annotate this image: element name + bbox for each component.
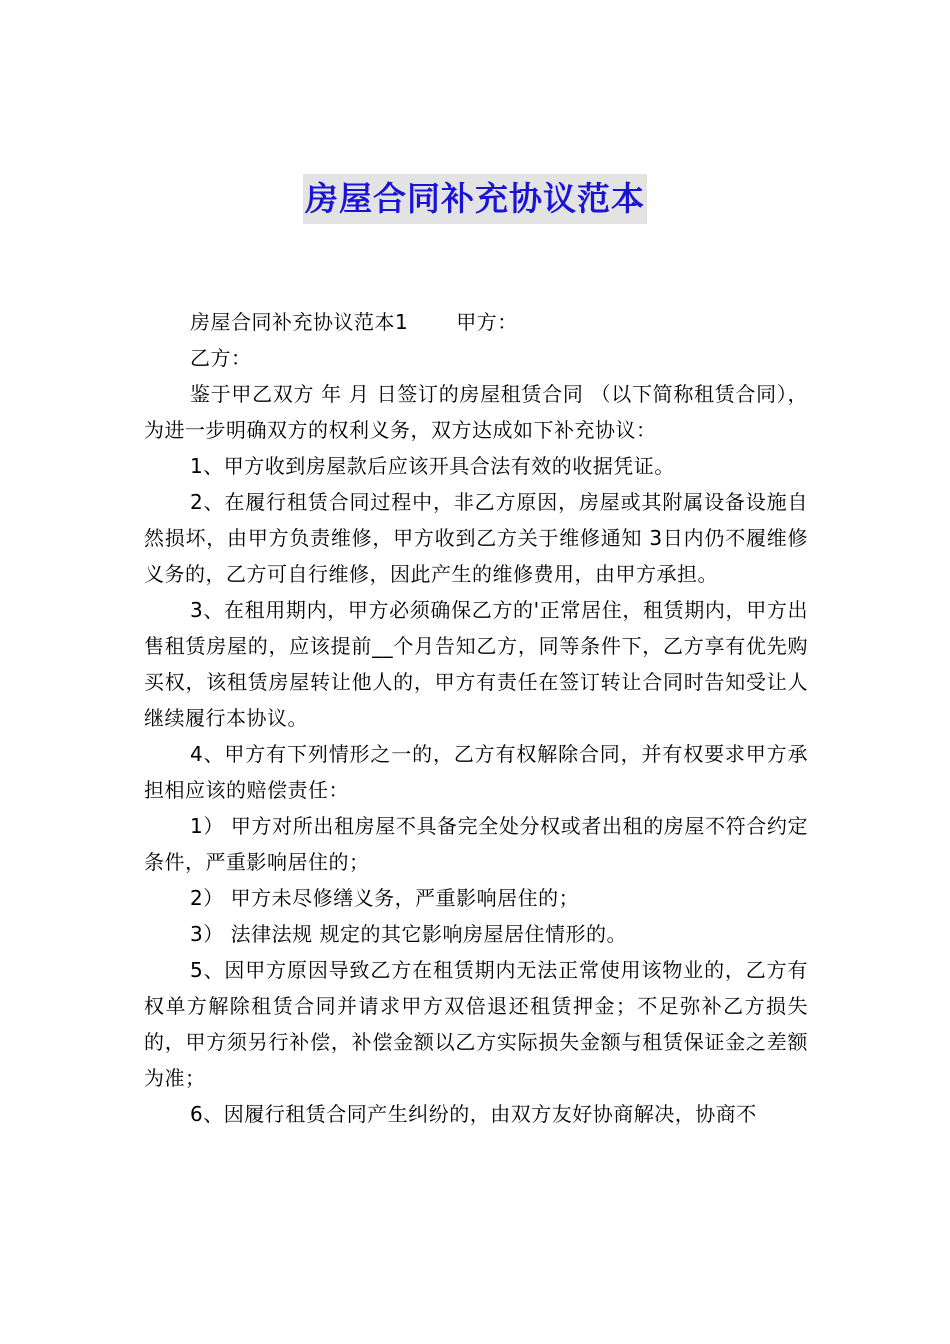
- title-container: [0, 174, 950, 224]
- clause-4: 4、甲方有下列情形之一的，乙方有权解除合同，并有权要求甲方承担相应该的赔偿责任：: [144, 742, 808, 802]
- clause-1: 1、甲方收到房屋款后应该开具合法有效的收据凭证。: [190, 454, 675, 478]
- clause-2: 2、在履行租赁合同过程中，非乙方原因，房屋或其附属设备设施自然损坏，由甲方负责维修，甲方收到乙方关于维修通知 3日内仍不履维修义务的，乙方可自行维修，因此产生的维修费用，由甲方承担。: [144, 490, 808, 586]
- clause-4-item-3: 3） 法律法规 规定的其它影响房屋居住情形的。: [190, 922, 627, 946]
- paragraph-heading: [144, 304, 808, 340]
- party-b-label: 乙方：: [190, 346, 252, 370]
- clause-4-item-1: 1） 甲方对所出租房屋不具备完全处分权或者出租的房屋不符合约定条件，严重影响居住的；: [144, 814, 808, 874]
- clause-6: 6、因履行租赁合同产生纠纷的，由双方友好协商解决，协商不: [190, 1102, 757, 1126]
- section-heading: 房屋合同补充协议范本1: [190, 310, 409, 334]
- document-body: [144, 304, 808, 1132]
- clause-3: 3、在租用期内，甲方必须确保乙方的'正常居住，租赁期内，甲方出售租赁房屋的，应该提前__个月告知乙方，同等条件下，乙方享有优先购买权，该租赁房屋转让他人的，甲方有责任在签订转让合同时告知受让人继续履行本协议。: [144, 598, 808, 730]
- clause-4-item-2: 2） 甲方未尽修缮义务，严重影响居住的；: [190, 886, 580, 910]
- party-a-label: 甲方：: [456, 310, 518, 334]
- document-title: 房屋合同补充协议范本: [303, 174, 647, 224]
- clause-5: 5、因甲方原因导致乙方在租赁期内无法正常使用该物业的，乙方有权单方解除租赁合同并请求甲方双倍退还租赁押金；不足弥补乙方损失的，甲方须另行补偿，补偿金额以乙方实际损失金额与租赁保证金之差额为准；: [144, 958, 808, 1090]
- paragraph-preamble: 鉴于甲乙双方 年 月 日签订的房屋租赁合同 （以下简称租赁合同），为进一步明确双方的权利义务，双方达成如下补充协议：: [144, 382, 808, 442]
